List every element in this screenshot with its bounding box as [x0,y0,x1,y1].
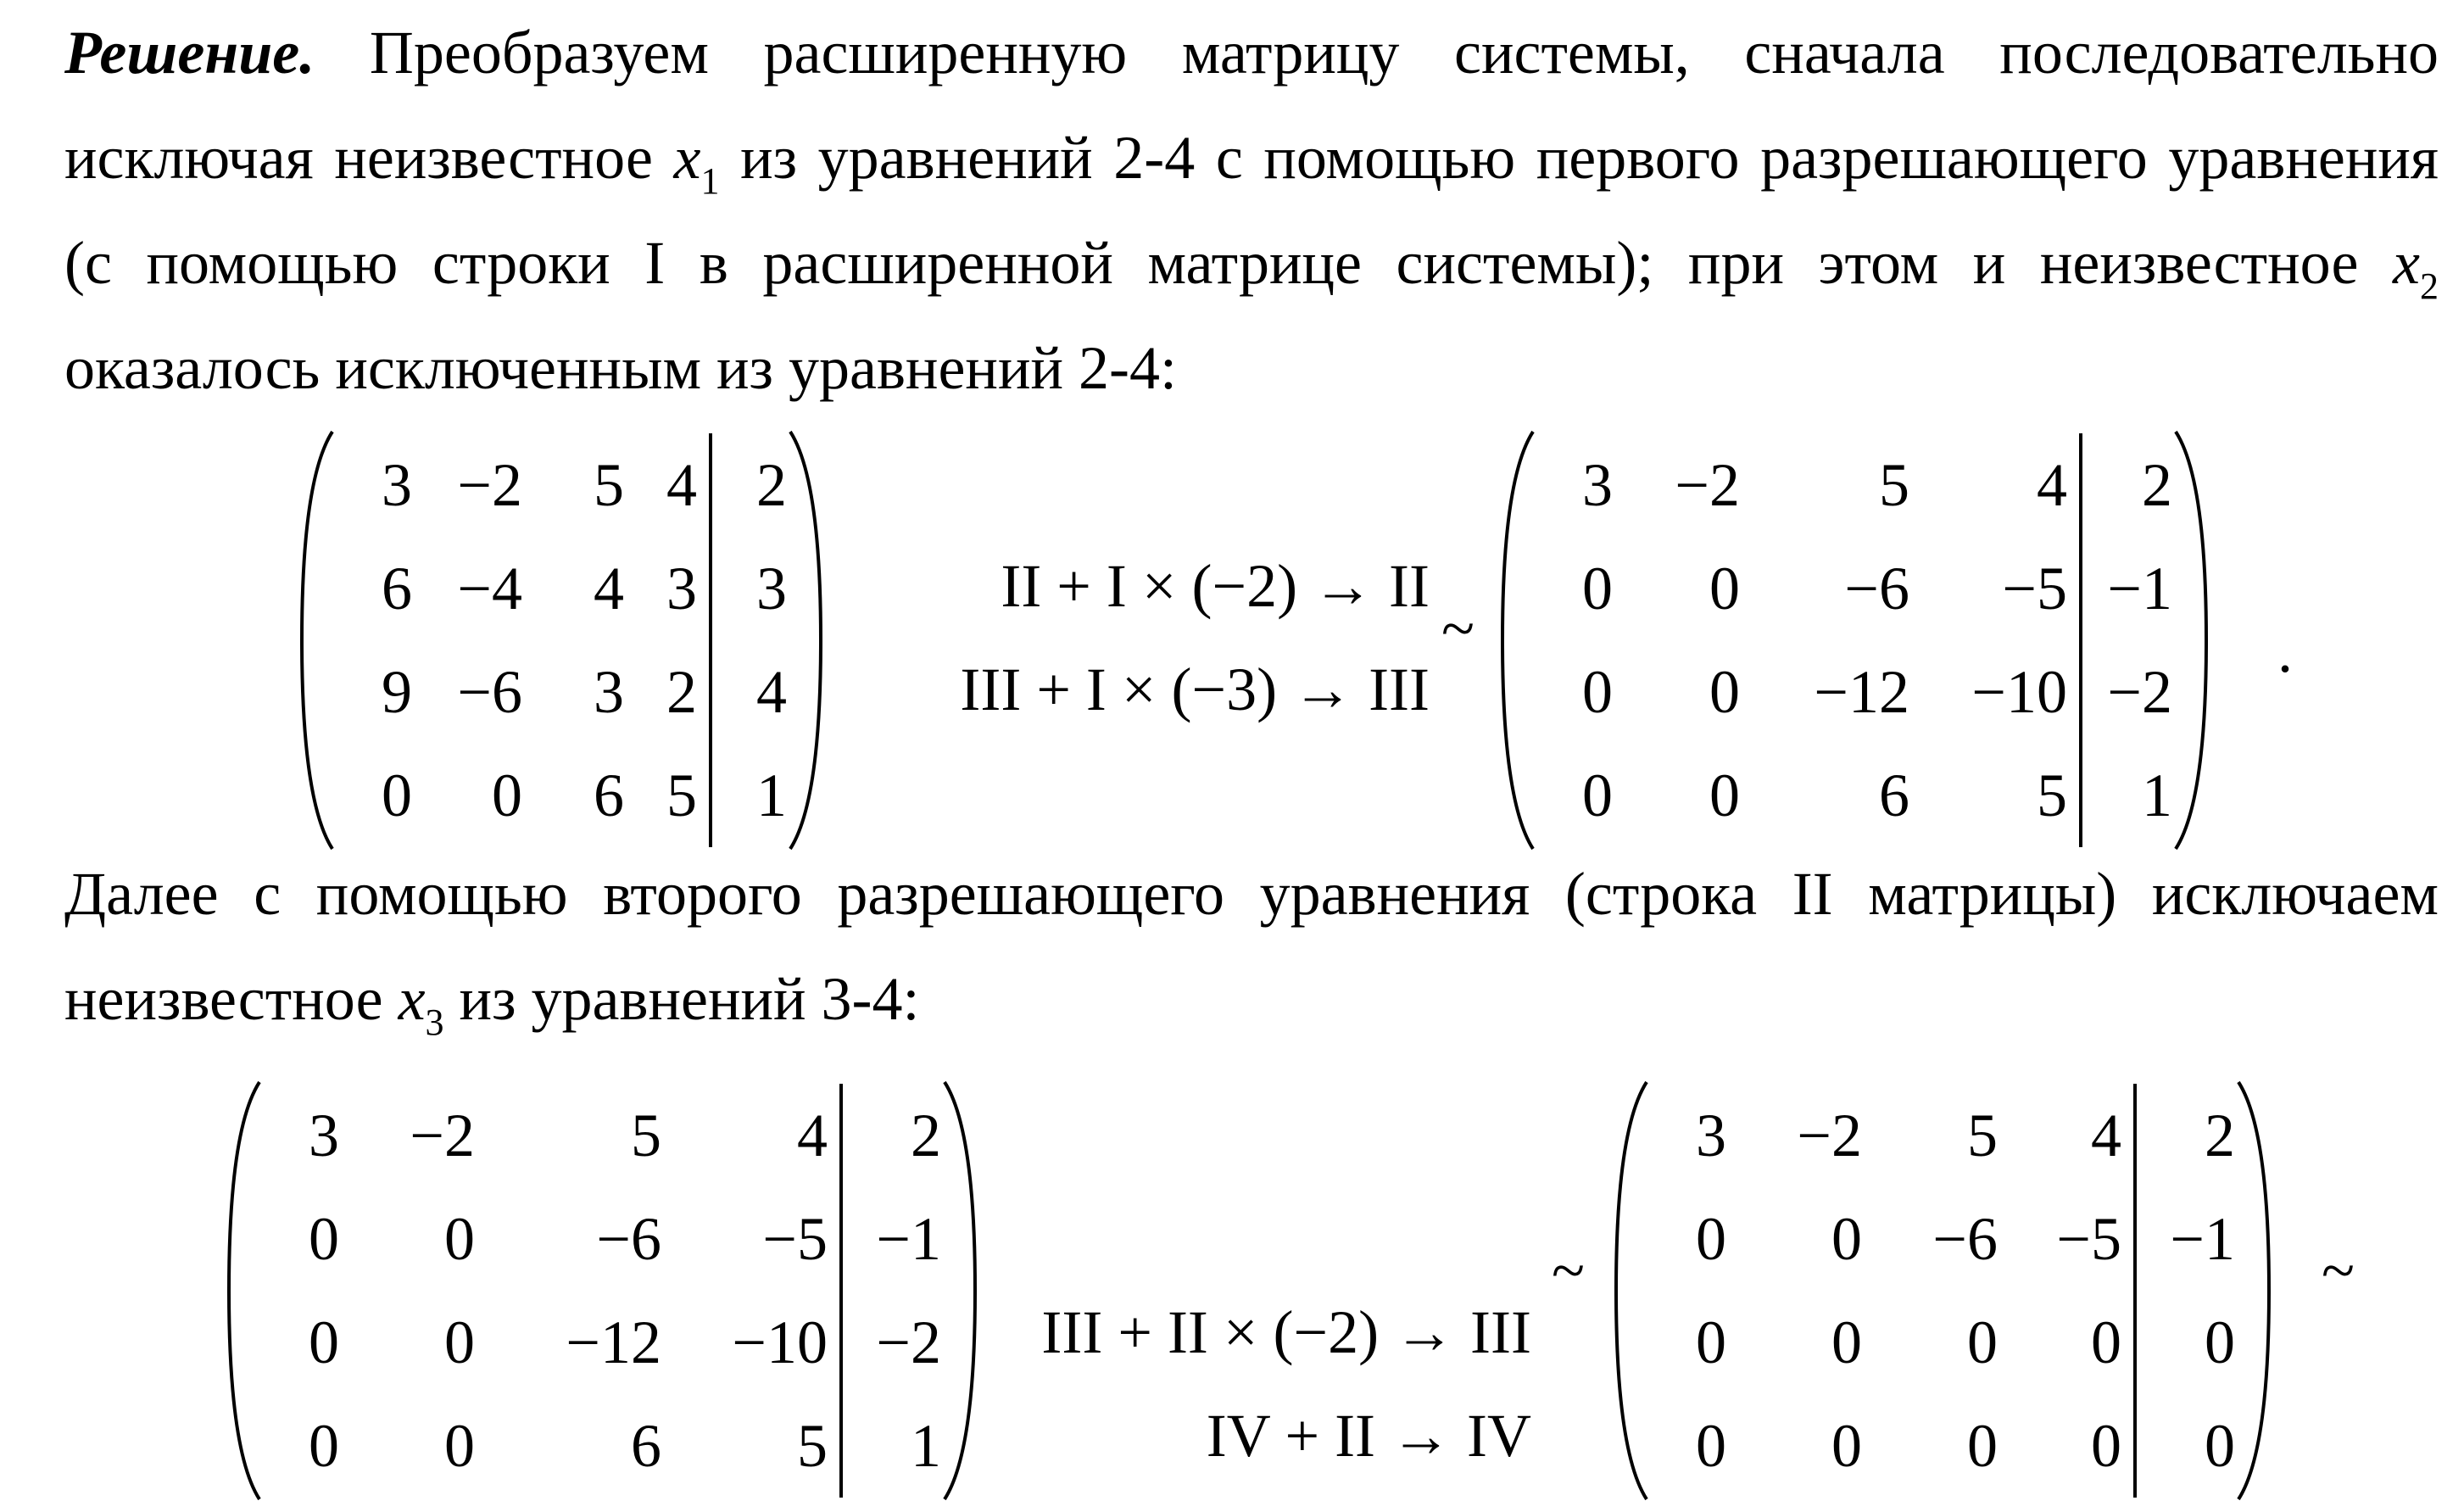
matrix-cell: 0 [444,1308,475,1376]
matrix-cell: 5 [666,762,697,829]
matrix-cell: 6 [594,762,624,829]
matrix-cell: 0 [1967,1412,1998,1480]
step1-right-matrix [1501,428,2208,852]
matrix-cell: 3 [382,451,412,519]
variable-x1-subscript: 1 [700,160,720,202]
matrix-cell: 2 [709,433,787,537]
matrix-cell: 2 [2133,1084,2235,1187]
matrix-cells [336,433,787,847]
matrix-cell: −6 [457,658,522,726]
matrix-cell: 5 [631,1102,661,1169]
matrix-cell: −6 [596,1205,661,1273]
step2-row-operations [1041,1074,1531,1487]
left-parenthesis [1614,1079,1650,1503]
matrix-cell: 0 [1696,1412,1726,1480]
matrix-cell: 1 [2079,744,2172,847]
matrix-cell: 3 [709,537,787,640]
row-operation: III + II × (−2) → III [1041,1298,1531,1366]
matrix-cell: 6 [631,1412,661,1480]
matrix-cell: 0 [2133,1394,2235,1498]
matrix-cell: −5 [2002,555,2067,622]
matrix-cell: −1 [839,1187,941,1291]
row-operation: IV + II → IV [1206,1402,1531,1470]
matrix-cell: 0 [2091,1308,2121,1376]
matrix-cell: 5 [2037,762,2067,829]
solution-label: Решение. [64,19,315,86]
matrix-cell: −2 [457,451,522,519]
paragraph-solution-intro [64,0,2439,421]
matrix-cells [263,1084,941,1498]
matrix-cell: 0 [1709,762,1740,829]
left-parenthesis [300,428,336,852]
step1-period: . [2277,617,2293,685]
matrix-cell: 0 [1582,555,1613,622]
matrix-cell: 0 [444,1412,475,1480]
right-parenthesis [2172,428,2208,852]
second-text-b: из уравнений 3-4: [443,965,920,1033]
left-parenthesis [227,1079,263,1503]
matrix-cell: 0 [1831,1412,1862,1480]
matrix-cell: 6 [1879,762,1909,829]
step2-left-matrix [227,1079,977,1503]
matrix-cell: 0 [492,762,522,829]
matrix-cell: 0 [1696,1308,1726,1376]
matrix-cell: −4 [457,555,522,622]
row-operation [1041,1074,1531,1177]
matrix-cell: 3 [666,555,697,622]
right-parenthesis [2235,1079,2271,1503]
matrix-cell: 0 [2133,1291,2235,1394]
matrix-cell: −1 [2079,537,2172,640]
matrix-cell: 0 [309,1205,339,1273]
matrix-cell: −2 [839,1291,941,1394]
matrix-cell: 4 [2091,1102,2121,1169]
matrix-cell: −2 [410,1102,475,1169]
matrix-cell: 3 [1696,1102,1726,1169]
matrix-cell: 0 [382,762,412,829]
left-parenthesis [1501,428,1536,852]
step1-equation [0,428,2464,865]
matrix-cell: 0 [1582,658,1613,726]
matrix-cell: 0 [309,1412,339,1480]
variable-x3: x [398,965,426,1033]
matrix-cell: 1 [709,744,787,847]
matrix-cell: 2 [839,1084,941,1187]
matrix-cell: −10 [1971,658,2067,726]
matrix-cell: 6 [382,555,412,622]
matrix-cells [1536,433,2172,847]
matrix-cell: 0 [1967,1308,1998,1376]
right-parenthesis [787,428,822,852]
matrix-cell: −12 [1814,658,1909,726]
matrix-cell: 1 [839,1394,941,1498]
matrix-cell: 5 [1967,1102,1998,1169]
variable-x2-subscript: 2 [2420,265,2439,307]
step2-right-matrix [1614,1079,2271,1503]
row-operation: II + I × (−2) → II [1001,552,1430,620]
matrix-cell: 0 [2091,1412,2121,1480]
right-parenthesis [941,1079,977,1503]
matrix-cell: 0 [444,1205,475,1273]
matrix-cell: −2 [1675,451,1740,519]
matrix-cell: 0 [1582,762,1613,829]
step1-equivalence-sign: ~ [1441,594,1474,662]
matrix-cell: 0 [1709,658,1740,726]
matrix-cell: −12 [566,1308,661,1376]
matrix-cell: 4 [709,640,787,744]
matrix-cell: −10 [732,1308,828,1376]
matrix-cell: 9 [382,658,412,726]
matrix-cell: 2 [666,658,697,726]
matrix-cell: −6 [1844,555,1909,622]
intro-text-b: из уравнений 2-4 с помощью первого разрешающего уравнения (с помощью строки I в расширенной матрице системы); при этом и неизвестное [64,124,2439,297]
matrix-cell: 5 [1879,451,1909,519]
matrix-cell: 5 [797,1412,828,1480]
row-operation: III + I × (−3) → III [960,656,1430,723]
matrix-cell: 3 [1582,451,1613,519]
matrix-cell: −6 [1932,1205,1998,1273]
intro-text-c: оказалось исключенным из уравнений 2-4: [64,334,1177,402]
matrix-cell: −2 [2079,640,2172,744]
matrix-cell: 0 [1831,1308,1862,1376]
paragraph-second-step [64,841,2439,1052]
matrix-cell: 0 [309,1308,339,1376]
step1-row-operations [960,534,1430,741]
matrix-cell: 3 [309,1102,339,1169]
matrix-cell: −1 [2133,1187,2235,1291]
step1-left-matrix [300,428,822,852]
matrix-cell: 3 [594,658,624,726]
variable-x3-subscript: 3 [425,1001,444,1043]
variable-x1: x [673,124,701,192]
matrix-cell: 4 [2037,451,2067,519]
row-operation [1041,1177,1531,1280]
step2-equivalence-sign: ~ [1552,1236,1585,1304]
matrix-cell: 0 [1709,555,1740,622]
step2-trailing-equivalence-sign: ~ [2322,1236,2355,1304]
matrix-cell: 0 [1696,1205,1726,1273]
step2-equation [0,1079,2464,1512]
matrix-cell: −5 [762,1205,828,1273]
matrix-cell: 4 [666,451,697,519]
matrix-cell: 5 [594,451,624,519]
matrix-cell: 4 [797,1102,828,1169]
matrix-cell: 0 [1831,1205,1862,1273]
variable-x2: x [2393,229,2420,297]
matrix-cell: −2 [1797,1102,1862,1169]
second-text-a: Далее с помощью второго разрешающего уравнения (строка II матрицы) исключаем неизвестное [64,860,2439,1033]
matrix-cells [1650,1084,2235,1498]
matrix-cell: −5 [2056,1205,2121,1273]
matrix-cell: 2 [2079,433,2172,537]
intro-text-a: Преобразуем расширенную матрицу системы, сначала последовательно исключая неизвестное [64,19,2439,192]
matrix-cell: 4 [594,555,624,622]
